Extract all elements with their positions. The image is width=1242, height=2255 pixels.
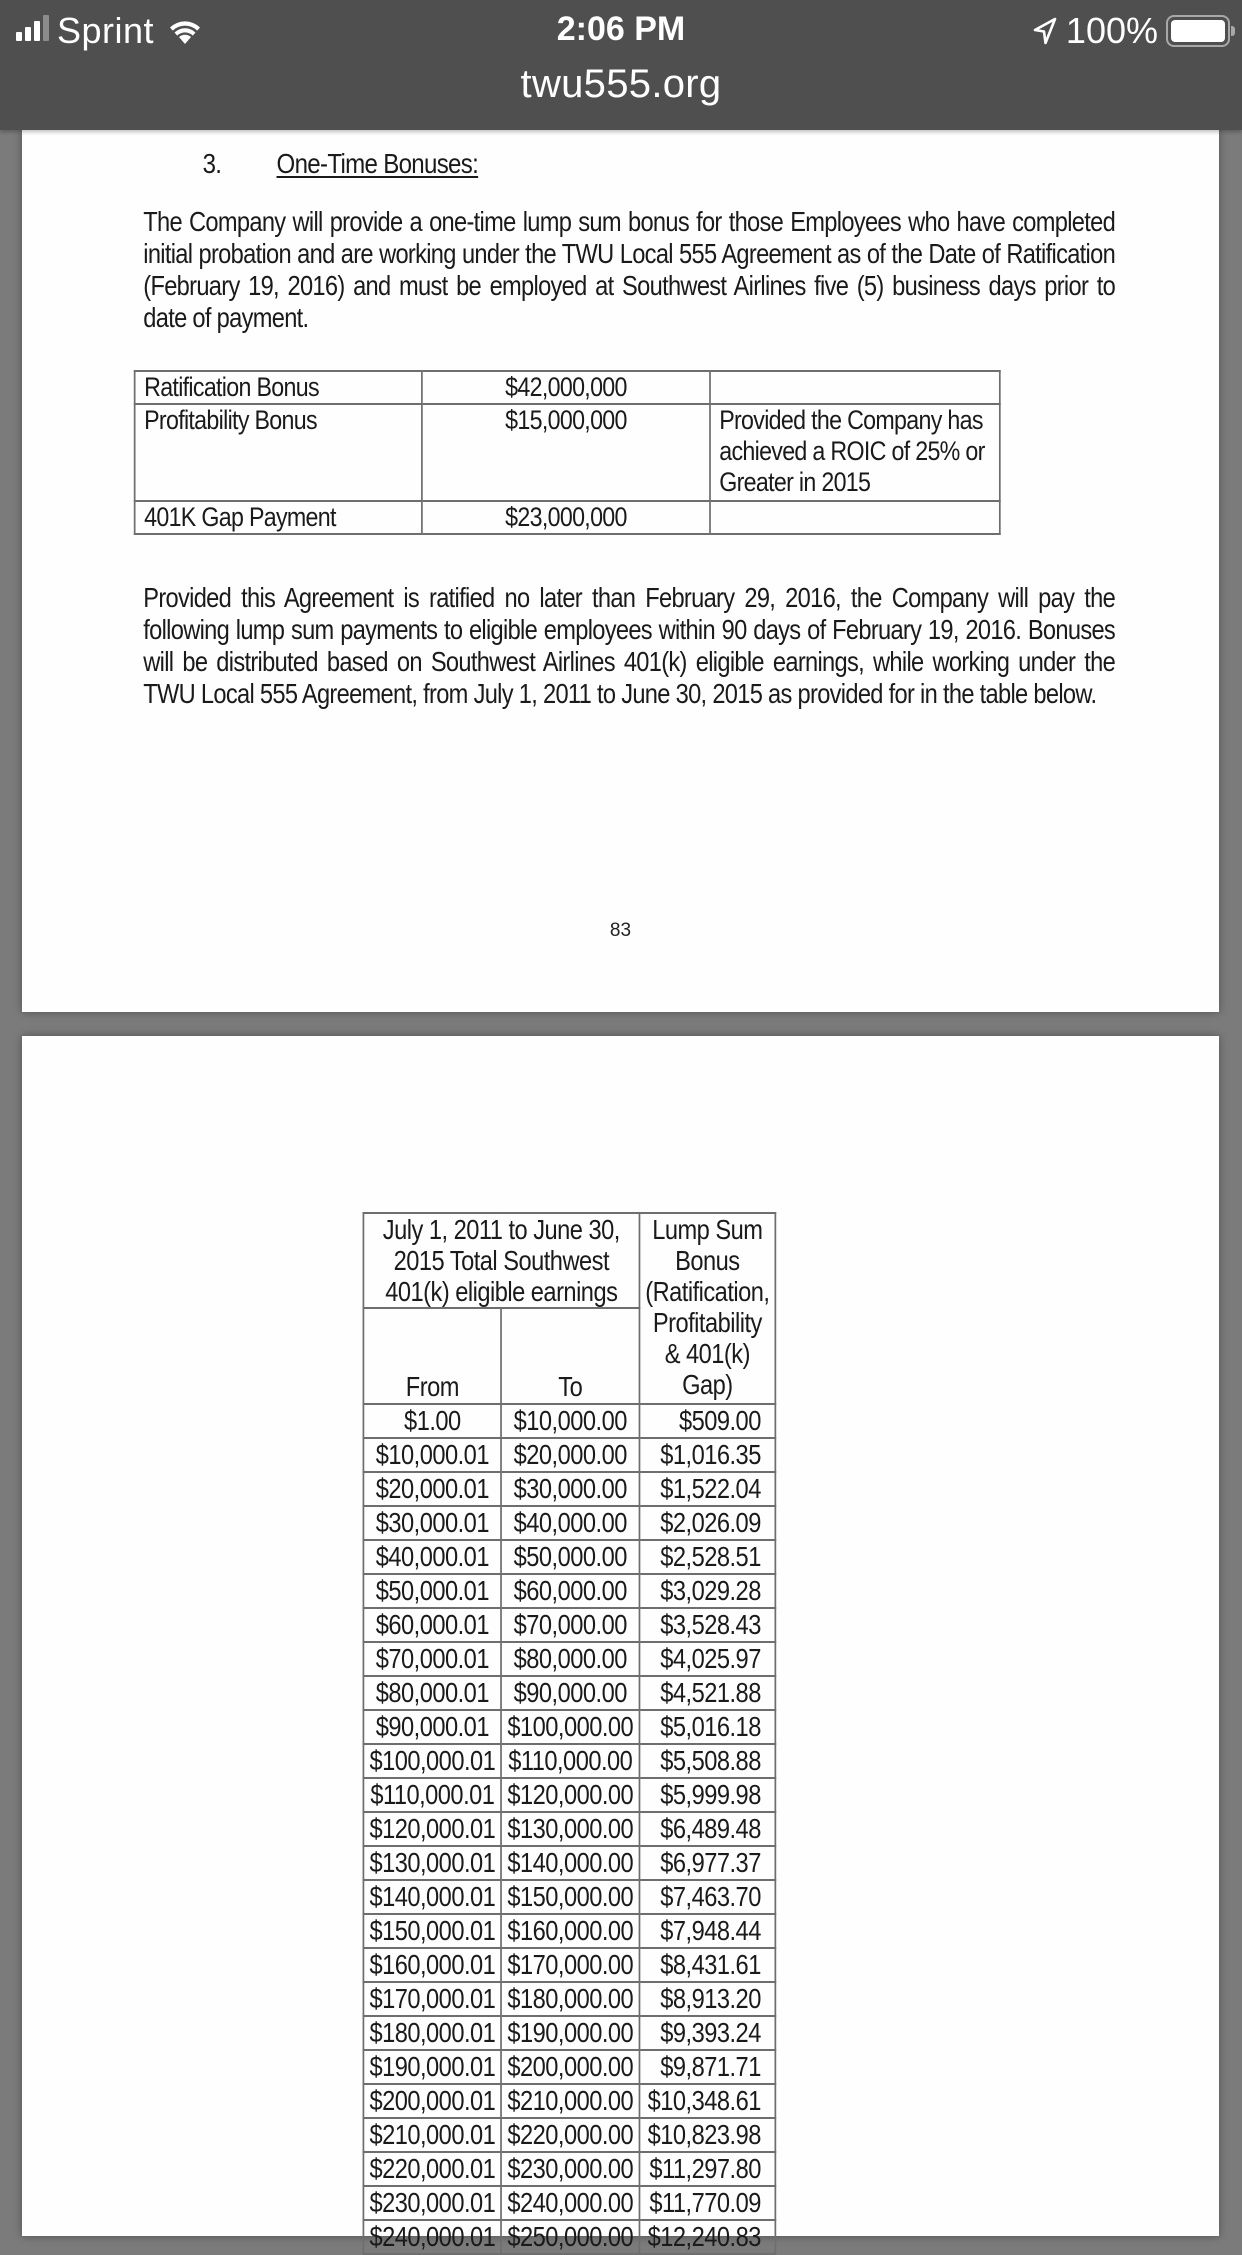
- payment-paragraph: Provided this Agreement is ratified no later than February 29, 2016, the Company will pay the following lump sum payments to eligible employees within 90 days of February 19, 2016. Bonuses will be distributed based on Southwest Airlines 401(k) eligible earnings, while working under the TWU Local 555 Agreement, from July 1, 2011 to June 30, 2015 as provided for in the table below.: [143, 582, 1116, 709]
- cell-to: $10,000.00: [501, 1404, 639, 1438]
- cell-amount: $5,999.98: [639, 1778, 775, 1812]
- table-row: [363, 1812, 775, 1846]
- cell-from: $130,000.01: [363, 1846, 501, 1880]
- table-row: [363, 2016, 775, 2050]
- cell-to: $250,000.00: [501, 2220, 639, 2254]
- cell-to: $220,000.00: [501, 2118, 639, 2152]
- cell-from: $90,000.01: [363, 1710, 501, 1744]
- bonus-name: 401K Gap Payment: [135, 501, 423, 534]
- cell-from: $150,000.01: [363, 1914, 501, 1948]
- carrier-name: Sprint: [57, 10, 155, 51]
- cell-from: $190,000.01: [363, 2050, 501, 2084]
- cell-amount: $10,348.61: [639, 2084, 775, 2118]
- cell-to: $140,000.00: [501, 1846, 639, 1880]
- table-row: [363, 1846, 775, 1880]
- section-number: 3.: [202, 148, 222, 179]
- table-row: [363, 2220, 775, 2254]
- cell-from: $240,000.01: [363, 2220, 501, 2254]
- bonus-amount: $42,000,000: [422, 371, 710, 404]
- table-row: [363, 1506, 775, 1540]
- cell-from: $210,000.01: [363, 2118, 501, 2152]
- bonus-condition: Provided the Company has achieved a ROIC of 25% or Greater in 2015: [710, 404, 1000, 501]
- table-row: [363, 1404, 775, 1438]
- cell-to: $150,000.00: [501, 1880, 639, 1914]
- table-row: [363, 1642, 775, 1676]
- cell-amount: $1,522.04: [639, 1472, 775, 1506]
- cell-amount: $5,508.88: [639, 1744, 775, 1778]
- address-bar-url[interactable]: twu555.org: [520, 62, 722, 106]
- cell-to: $170,000.00: [501, 1948, 639, 1982]
- cell-to: $200,000.00: [501, 2050, 639, 2084]
- cell-amount: $5,016.18: [639, 1710, 775, 1744]
- table-row: [363, 2084, 775, 2118]
- status-bar: [0, 0, 1242, 64]
- header-to: To: [501, 1308, 639, 1404]
- table-row: [363, 1438, 775, 1472]
- cell-to: $80,000.00: [501, 1642, 639, 1676]
- table-header-row: [363, 1213, 775, 1308]
- cell-from: $120,000.01: [363, 1812, 501, 1846]
- cell-from: $100,000.01: [363, 1744, 501, 1778]
- header-lump-sum: Lump Sum Bonus (Ratification, Profitability & 401(k) Gap): [639, 1213, 775, 1404]
- bonus-condition: [710, 371, 1000, 404]
- cell-amount: $11,770.09: [639, 2186, 775, 2220]
- bonus-summary-table: [134, 370, 1001, 535]
- cell-amount: $1,016.35: [639, 1438, 775, 1472]
- cell-to: $60,000.00: [501, 1574, 639, 1608]
- table-row: [363, 1778, 775, 1812]
- cell-amount: $6,489.48: [639, 1812, 775, 1846]
- cell-amount: $509.00: [639, 1404, 775, 1438]
- table-row: [363, 2186, 775, 2220]
- clock: 2:06 PM: [556, 10, 686, 48]
- cell-from: $170,000.01: [363, 1982, 501, 2016]
- table-row: [363, 1540, 775, 1574]
- cell-amount: $9,871.71: [639, 2050, 775, 2084]
- page-number: 83: [609, 920, 632, 941]
- battery-icon: [1166, 15, 1230, 47]
- cell-to: $90,000.00: [501, 1676, 639, 1710]
- cell-to: $40,000.00: [501, 1506, 639, 1540]
- cell-amount: $8,431.61: [639, 1948, 775, 1982]
- cell-from: $30,000.01: [363, 1506, 501, 1540]
- table-row: [363, 2152, 775, 2186]
- cell-to: $110,000.00: [501, 1744, 639, 1778]
- section-heading: [203, 148, 633, 180]
- cell-amount: $8,913.20: [639, 1982, 775, 2016]
- cell-amount: $7,948.44: [639, 1914, 775, 1948]
- cell-to: $240,000.00: [501, 2186, 639, 2220]
- cell-to: $100,000.00: [501, 1710, 639, 1744]
- table-row: [363, 1948, 775, 1982]
- cell-amount: $9,393.24: [639, 2016, 775, 2050]
- table-row: [363, 1608, 775, 1642]
- table-row: [363, 1982, 775, 2016]
- cell-to: $160,000.00: [501, 1914, 639, 1948]
- battery-percent: 100%: [1065, 10, 1158, 51]
- cell-amount: $4,521.88: [639, 1676, 775, 1710]
- cell-amount: $6,977.37: [639, 1846, 775, 1880]
- cell-from: $20,000.01: [363, 1472, 501, 1506]
- cell-from: $80,000.01: [363, 1676, 501, 1710]
- table-row: [363, 1676, 775, 1710]
- table-row: [363, 2118, 775, 2152]
- cell-amount: $7,463.70: [639, 1880, 775, 1914]
- pdf-page-84: [22, 1036, 1219, 2252]
- cell-amount: $4,025.97: [639, 1642, 775, 1676]
- table-row: [363, 2050, 775, 2084]
- table-row: [363, 1710, 775, 1744]
- table-row: [363, 1744, 775, 1778]
- location-arrow-icon: [1032, 16, 1058, 46]
- pdf-page-83: [22, 130, 1219, 1012]
- table-row: [363, 1472, 775, 1506]
- bonus-amount: $15,000,000: [422, 404, 710, 501]
- cell-from: $140,000.01: [363, 1880, 501, 1914]
- cell-from: $10,000.01: [363, 1438, 501, 1472]
- cell-to: $120,000.00: [501, 1778, 639, 1812]
- cell-from: $40,000.01: [363, 1540, 501, 1574]
- cell-to: $230,000.00: [501, 2152, 639, 2186]
- browser-chrome: [0, 0, 1242, 130]
- bonus-amount: $23,000,000: [422, 501, 710, 534]
- cell-amount: $3,029.28: [639, 1574, 775, 1608]
- cell-from: $160,000.01: [363, 1948, 501, 1982]
- bonus-condition: [710, 501, 1000, 534]
- cell-from: $60,000.01: [363, 1608, 501, 1642]
- cell-amount: $2,528.51: [639, 1540, 775, 1574]
- bonus-name: Profitability Bonus: [135, 404, 423, 501]
- cell-from: $200,000.01: [363, 2084, 501, 2118]
- cell-from: $230,000.01: [363, 2186, 501, 2220]
- cell-amount: $3,528.43: [639, 1608, 775, 1642]
- table-row: [135, 501, 1000, 534]
- cell-amount: $12,240.83: [639, 2220, 775, 2254]
- bonus-name: Ratification Bonus: [135, 371, 423, 404]
- lump-sum-bonus-table: [363, 1212, 777, 2255]
- cell-from: $110,000.01: [363, 1778, 501, 1812]
- intro-paragraph: The Company will provide a one-time lump sum bonus for those Employees who have completed initial probation and are working under the TWU Local 555 Agreement as of the Date of Ratification (February 19, 2016) and must be employed at Southwest Airlines five (5) business days prior to date of payment.: [143, 206, 1116, 333]
- cell-amount: $2,026.09: [639, 1506, 775, 1540]
- cell-from: $50,000.01: [363, 1574, 501, 1608]
- cell-to: $30,000.00: [501, 1472, 639, 1506]
- cell-from: $180,000.01: [363, 2016, 501, 2050]
- table-row: [135, 404, 1000, 501]
- cell-from: $70,000.01: [363, 1642, 501, 1676]
- table-row: [135, 371, 1000, 404]
- cell-from: $1.00: [363, 1404, 501, 1438]
- cell-from: $220,000.01: [363, 2152, 501, 2186]
- cell-to: $50,000.00: [501, 1540, 639, 1574]
- header-from: From: [363, 1308, 501, 1404]
- table-row: [363, 1574, 775, 1608]
- cell-amount: $10,823.98: [639, 2118, 775, 2152]
- header-earnings: July 1, 2011 to June 30, 2015 Total Southwest 401(k) eligible earnings: [363, 1213, 639, 1308]
- cell-amount: $11,297.80: [639, 2152, 775, 2186]
- cell-to: $180,000.00: [501, 1982, 639, 2016]
- section-title: One-Time Bonuses:: [276, 148, 479, 179]
- cell-to: $20,000.00: [501, 1438, 639, 1472]
- cell-to: $130,000.00: [501, 1812, 639, 1846]
- table-row: [363, 1914, 775, 1948]
- cell-to: $70,000.00: [501, 1608, 639, 1642]
- cell-to: $190,000.00: [501, 2016, 639, 2050]
- table-row: [363, 1880, 775, 1914]
- cell-to: $210,000.00: [501, 2084, 639, 2118]
